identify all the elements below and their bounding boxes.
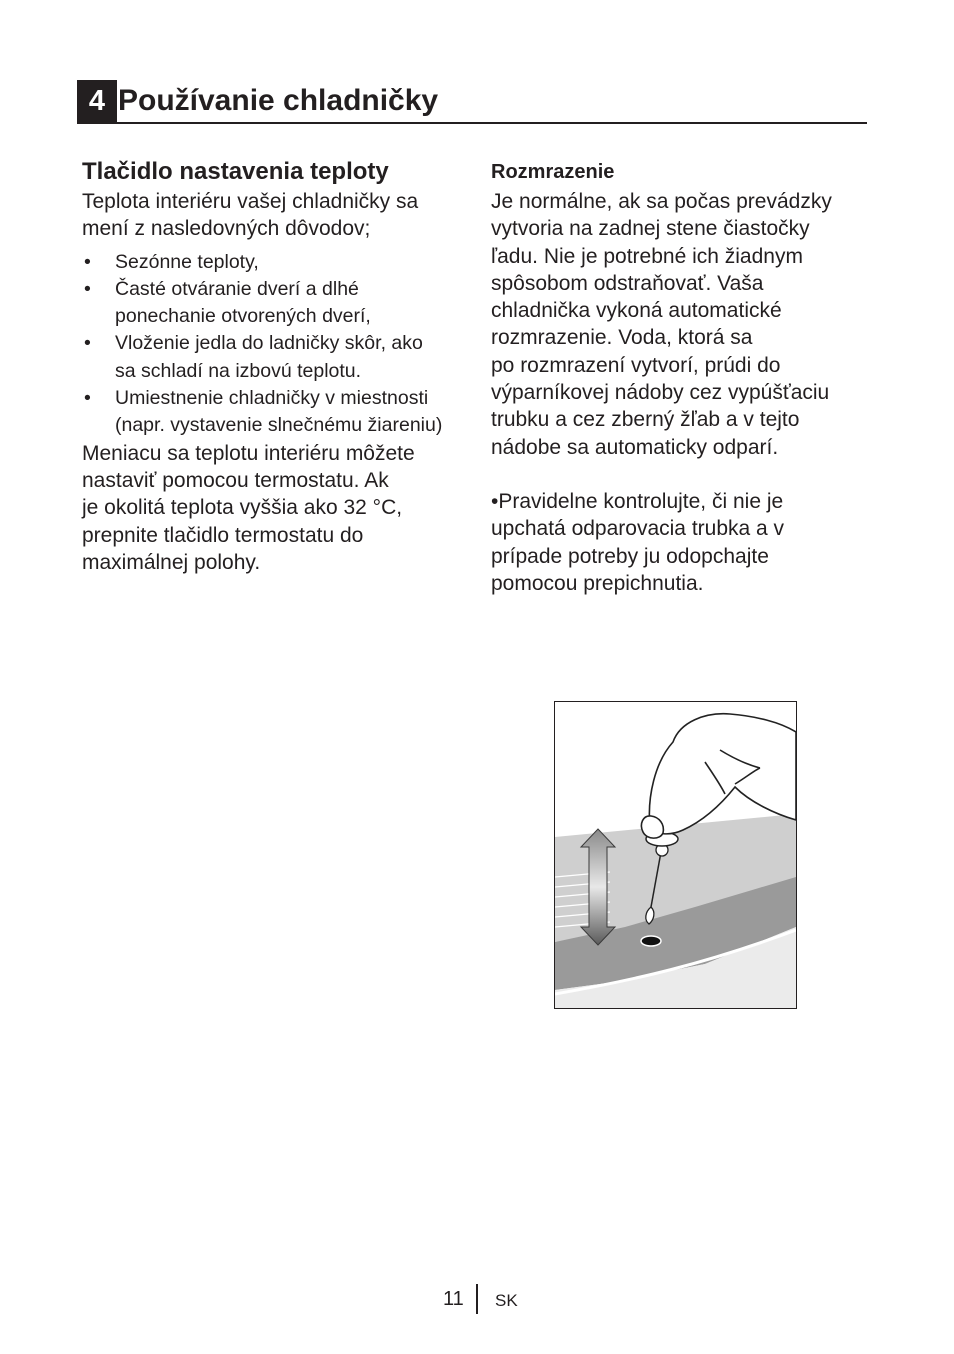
text-line: upchatá odparovacia trubka a v <box>491 517 785 541</box>
text-line: je okolitá teplota vyššia ako 32 °C, <box>82 496 403 520</box>
footer-divider <box>476 1284 478 1314</box>
bullet-list <box>82 249 472 440</box>
defrost-paragraph <box>491 188 871 461</box>
right-column <box>491 156 871 597</box>
text-line: maximálnej polohy. <box>82 550 261 574</box>
text-line: vytvoria na zadnej stene čiastočky <box>491 217 810 241</box>
list-item <box>82 330 472 385</box>
spacer <box>491 461 871 488</box>
language-code: SK <box>495 1291 518 1310</box>
text-line: spôsobom odstraňovať. Vaša <box>491 271 764 295</box>
drain-hole-cleaning-illustration <box>554 701 797 1009</box>
text-line: trubku a cez zberný žľab a v tejto <box>491 408 800 432</box>
page-footer <box>0 1284 954 1314</box>
text-line: ponechanie otvorených dverí, <box>115 305 371 328</box>
bullet-icon: • <box>84 387 91 410</box>
text-line: chladnička vykoná automatické <box>491 299 782 323</box>
list-item <box>82 385 472 440</box>
text-line: •Pravidelne kontrolujte, či nie je <box>491 489 784 513</box>
section-heading-defrost: Rozmrazenie <box>491 161 615 183</box>
drain-hole <box>641 936 661 946</box>
illustration-svg <box>555 702 796 1008</box>
text-line: po rozmrazení vytvorí, prúdi do <box>491 353 781 377</box>
text-line: prípade potreby ju odopchajte <box>491 544 769 568</box>
page-number: 11 <box>443 1288 464 1310</box>
note-paragraph <box>491 488 871 597</box>
text-line: Vloženie jedla do ladničky skôr, ako <box>115 332 423 355</box>
text-line: Je normálne, ak sa počas prevádzky <box>491 190 832 213</box>
left-column <box>82 156 472 576</box>
list-item <box>82 249 472 276</box>
bullet-icon: • <box>84 250 91 273</box>
text-line: Teplota interiéru vašej chladničky sa <box>82 190 419 213</box>
section-heading-thermostat: Tlačidlo nastavenia teploty <box>82 158 389 185</box>
bullet-icon: • <box>84 277 91 300</box>
text-line: rozmrazenie. Voda, ktorá sa <box>491 326 753 350</box>
text-line: (napr. vystavenie slnečnému žiareniu) <box>115 414 443 437</box>
text-line: nádobe sa automaticky odparí. <box>491 435 779 459</box>
list-item <box>82 276 472 331</box>
text-line: výparníkovej nádoby cez vypúšťaciu <box>491 381 830 405</box>
text-line: sa schladí na izbovú teplotu. <box>115 359 362 382</box>
text-line: Sezónne teploty, <box>115 250 259 273</box>
chapter-title: Používanie chladničky <box>118 84 439 117</box>
text-line: Umiestnenie chladničky v miestnosti <box>115 387 429 410</box>
bullet-icon: • <box>84 332 91 355</box>
text-line: Meniacu sa teplotu interiéru môžete <box>82 441 415 465</box>
text-line: prepnite tlačidlo termostatu do <box>82 523 364 547</box>
text-line: mení z nasledovných dôvodov; <box>82 217 371 241</box>
chapter-header <box>77 80 867 124</box>
text-line: pomocou prepichnutia. <box>491 571 704 595</box>
text-line: nastaviť pomocou termostatu. Ak <box>82 468 389 492</box>
text-line: Časté otváranie dverí a dlhé <box>115 277 359 300</box>
intro-paragraph <box>82 188 472 243</box>
chapter-number: 4 <box>77 80 117 122</box>
text-line: ľadu. Nie je potrebné ich žiadnym <box>491 244 803 268</box>
outro-paragraph <box>82 440 472 576</box>
